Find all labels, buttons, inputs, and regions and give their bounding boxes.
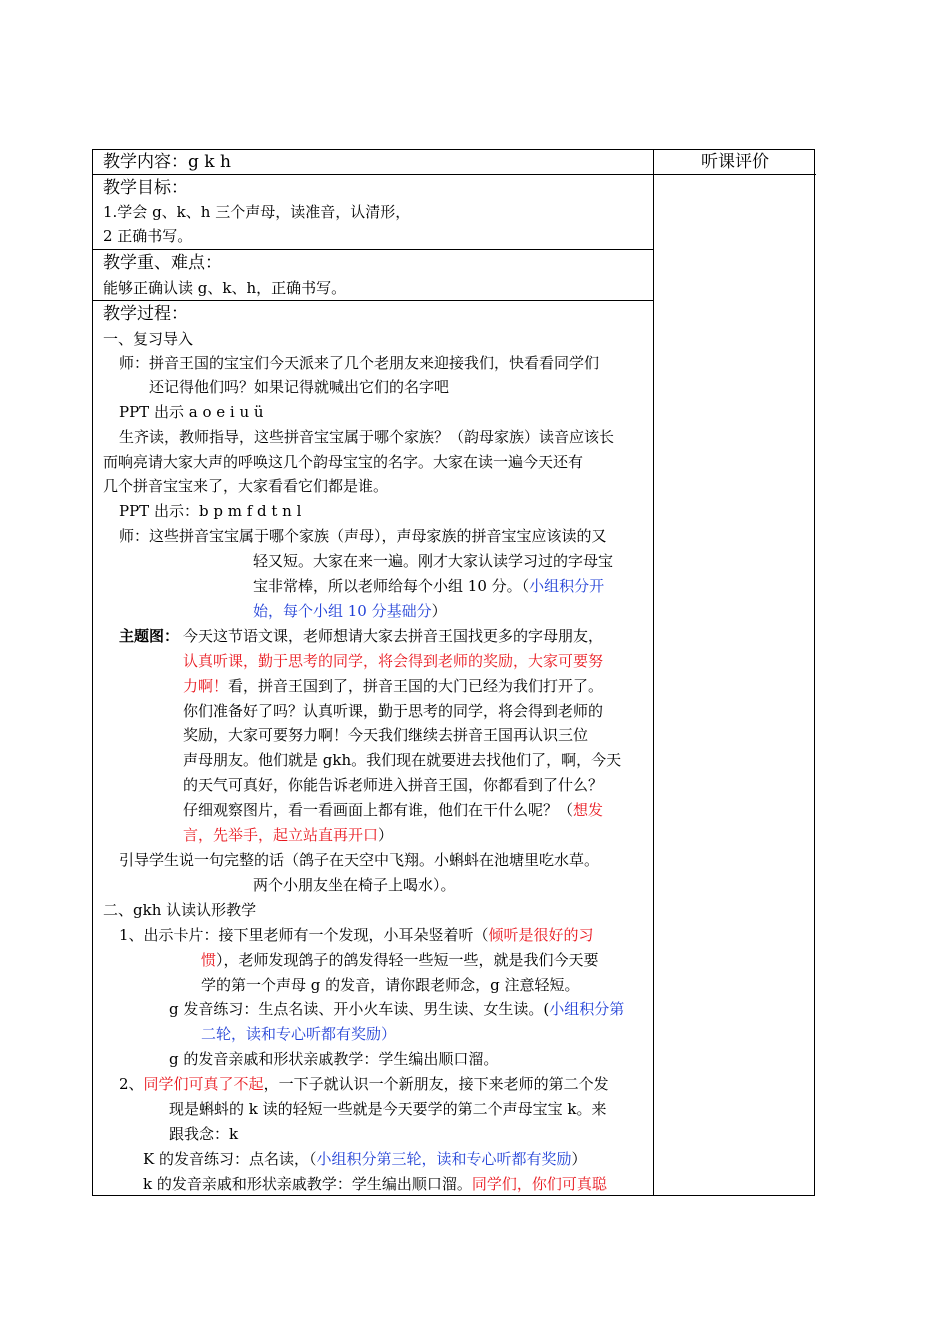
key-points-line: 能够正确认读 g、k、h，正确书写。: [103, 279, 347, 297]
paragraph-line: 的天气可真好，你能告诉老师进入拼音王国，你都看到了什么？: [183, 776, 604, 794]
paragraph-line: 宝非常棒，所以老师给每个小组 10 分。（小组积分开: [253, 577, 605, 595]
paragraph-line: 今天这节语文课，老师想请大家去拼音王国找更多的字母朋友，: [183, 627, 604, 645]
section-title: 一、复习导入: [103, 330, 194, 348]
paragraph-line: 始，每个小组 10 分基础分）: [253, 602, 447, 620]
paragraph-line: 你们准备好了吗？认真听课，勤于思考的同学，将会得到老师的: [183, 702, 604, 720]
key-points-title: 教学重、难点：: [103, 253, 222, 273]
paragraph-line: 2、同学们可真了不起，一下子就认识一个新朋友，接下来老师的第二个发: [119, 1075, 609, 1093]
paragraph-line: 二轮，读和专心听都有奖励）: [201, 1025, 397, 1043]
column-divider: [653, 150, 654, 1195]
evaluation-header: 听课评价: [701, 152, 769, 172]
paragraph-line: 还记得他们吗？如果记得就喊出它们的名字吧: [149, 378, 450, 396]
row-divider: [93, 300, 653, 301]
row-divider: [93, 174, 816, 175]
paragraph-line: g 的发音亲戚和形状亲戚教学：学生编出顺口溜。: [169, 1050, 499, 1068]
ppt-line: PPT 出示 a o e i u ü: [119, 403, 264, 421]
paragraph-line: 生齐读，教师指导，这些拼音宝宝属于哪个家族？（韵母家族）读音应该长: [119, 428, 615, 446]
theme-label: 主题图：: [119, 627, 180, 645]
paragraph-line: 几个拼音宝宝来了，大家看看它们都是谁。: [103, 477, 389, 495]
paragraph-line: k 的发音亲戚和形状亲戚教学：学生编出顺口溜。同学们，你们可真聪: [143, 1175, 607, 1193]
section-title: 二、gkh 认读认形教学: [103, 901, 257, 919]
paragraph-line: 奖励，大家可要努力啊！今天我们继续去拼音王国再认识三位: [183, 726, 589, 744]
paragraph-line: 声母朋友。他们就是 gkh。我们现在就要进去找他们了，啊，今天: [183, 751, 622, 769]
paragraph-line: 1、出示卡片：接下里老师有一个发现，小耳朵竖着听（倾听是很好的习: [119, 926, 594, 944]
objective-line: 2 正确书写。: [103, 227, 193, 245]
paragraph-line: K 的发音练习：点名读，（小组积分第三轮，读和专心听都有奖励）: [143, 1150, 587, 1168]
ppt-line: PPT 出示：b p m f d t n l: [119, 502, 302, 520]
objectives-title: 教学目标：: [103, 178, 188, 198]
paragraph-line: 师：拼音王国的宝宝们今天派来了几个老朋友来迎接我们，快看看同学们: [119, 354, 600, 372]
paragraph-line: 现是蝌蚪的 k 读的轻短一些就是今天要学的第二个声母宝宝 k。来: [169, 1100, 607, 1118]
lesson-plan-table: [92, 149, 815, 1196]
objective-line: 1.学会 g、k、h 三个声母，读准音，认清形，: [103, 203, 411, 221]
paragraph-line: 两个小朋友坐在椅子上喝水）。: [253, 876, 456, 894]
paragraph-line: 力啊！看，拼音王国到了，拼音王国的大门已经为我们打开了。: [183, 677, 604, 695]
paragraph-line: 而响亮请大家大声的呼唤这几个韵母宝宝的名字。大家在读一遍今天还有: [103, 453, 584, 471]
paragraph-line: 学的第一个声母 g 的发音，请你跟老师念，g 注意轻短。: [201, 976, 580, 994]
row-divider: [93, 249, 653, 250]
paragraph-line: 引导学生说一句完整的话（鸽子在天空中飞翔。小蝌蚪在池塘里吃水草。: [119, 851, 600, 869]
process-title: 教学过程：: [103, 304, 188, 324]
paragraph-line: 言，先举手，起立站直再开口）: [183, 826, 394, 844]
paragraph-line: 仔细观察图片，看一看画面上都有谁，他们在干什么呢？（想发: [183, 801, 604, 819]
paragraph-line: 轻又短。大家在来一遍。刚才大家认读学习过的字母宝: [253, 552, 614, 570]
paragraph-line: 惯），老师发现鸽子的鸽发得轻一些短一些，就是我们今天要: [201, 951, 599, 969]
paragraph-line: 跟我念：k: [169, 1125, 239, 1143]
content-label: 教学内容：g k h: [103, 152, 231, 172]
paragraph-line: g 发音练习：生点名读、开小火车读、男生读、女生读。(小组积分第: [169, 1000, 625, 1018]
paragraph-line: 师：这些拼音宝宝属于哪个家族（声母），声母家族的拼音宝宝应该读的又: [119, 527, 607, 545]
paragraph-line: 认真听课，勤于思考的同学，将会得到老师的奖励，大家可要努: [183, 652, 604, 670]
